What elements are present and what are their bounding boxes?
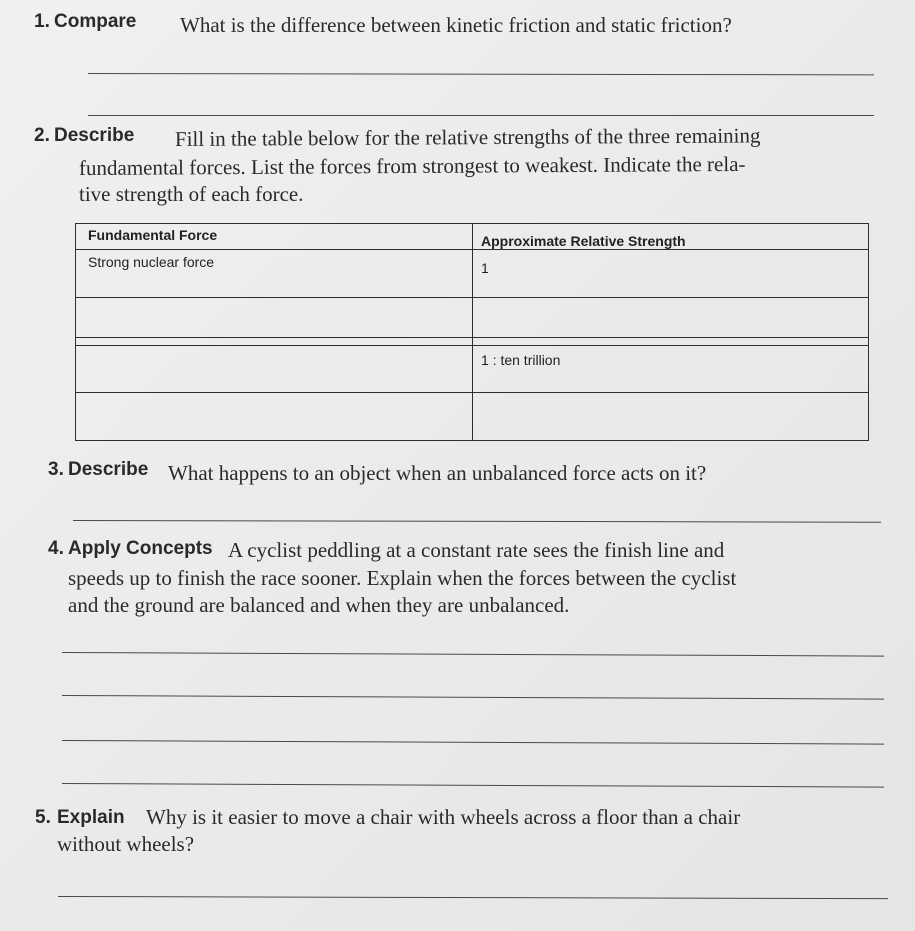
question-text: tive strength of each force.	[79, 182, 304, 206]
table-cell: 1	[481, 260, 489, 276]
answer-line[interactable]	[88, 115, 874, 116]
question-text: Fill in the table below for the relative strengths of the three remaining	[174, 123, 761, 151]
table-cell: Strong nuclear force	[88, 254, 215, 270]
question-text: What is the difference between kinetic friction and static friction?	[180, 13, 732, 37]
answer-line[interactable]	[88, 73, 874, 75]
answer-line[interactable]	[62, 652, 884, 657]
table-cell-blank[interactable]	[473, 298, 868, 336]
question-number: 4.	[48, 538, 64, 559]
table-cell-blank[interactable]	[76, 393, 471, 439]
table-header-strength: Approximate Relative Strength	[481, 233, 686, 249]
question-label: Describe	[68, 459, 149, 480]
answer-line[interactable]	[58, 896, 888, 899]
question-label: Compare	[54, 11, 137, 32]
table-cell-blank[interactable]	[76, 298, 471, 336]
answer-line[interactable]	[73, 520, 881, 523]
question-label: Describe	[54, 125, 135, 146]
question-text: Why is it easier to move a chair with wheels across a floor than a chair	[146, 805, 741, 829]
question-text: A cyclist peddling at a constant rate sees the finish line and	[228, 538, 725, 562]
question-number: 5.	[35, 807, 51, 828]
question-number: 1.	[34, 11, 50, 32]
question-label: Apply Concepts	[68, 538, 213, 559]
question-text: fundamental forces. List the forces from strongest to weakest. Indicate the rela-	[78, 151, 746, 180]
question-text: speeds up to finish the race sooner. Explain when the forces between the cyclist	[68, 566, 737, 590]
table-row-divider	[76, 337, 868, 338]
table-cell-blank[interactable]	[473, 393, 868, 439]
question-text: and the ground are balanced and when they are unbalanced.	[68, 593, 570, 617]
table-cell: 1 : ten trillion	[481, 352, 561, 368]
question-label: Explain	[57, 807, 125, 828]
question-text: What happens to an object when an unbalanced force acts on it?	[168, 461, 707, 485]
question-number: 3.	[48, 459, 64, 480]
answer-line[interactable]	[62, 783, 884, 788]
answer-line[interactable]	[62, 740, 884, 745]
question-text: without wheels?	[57, 832, 195, 856]
answer-line[interactable]	[62, 695, 884, 700]
table-row-divider	[472, 249, 868, 250]
table-header-force: Fundamental Force	[88, 227, 218, 243]
table-cell-blank[interactable]	[76, 346, 471, 391]
question-number: 2.	[34, 125, 50, 146]
forces-table	[75, 223, 869, 441]
table-row-divider	[76, 249, 472, 250]
